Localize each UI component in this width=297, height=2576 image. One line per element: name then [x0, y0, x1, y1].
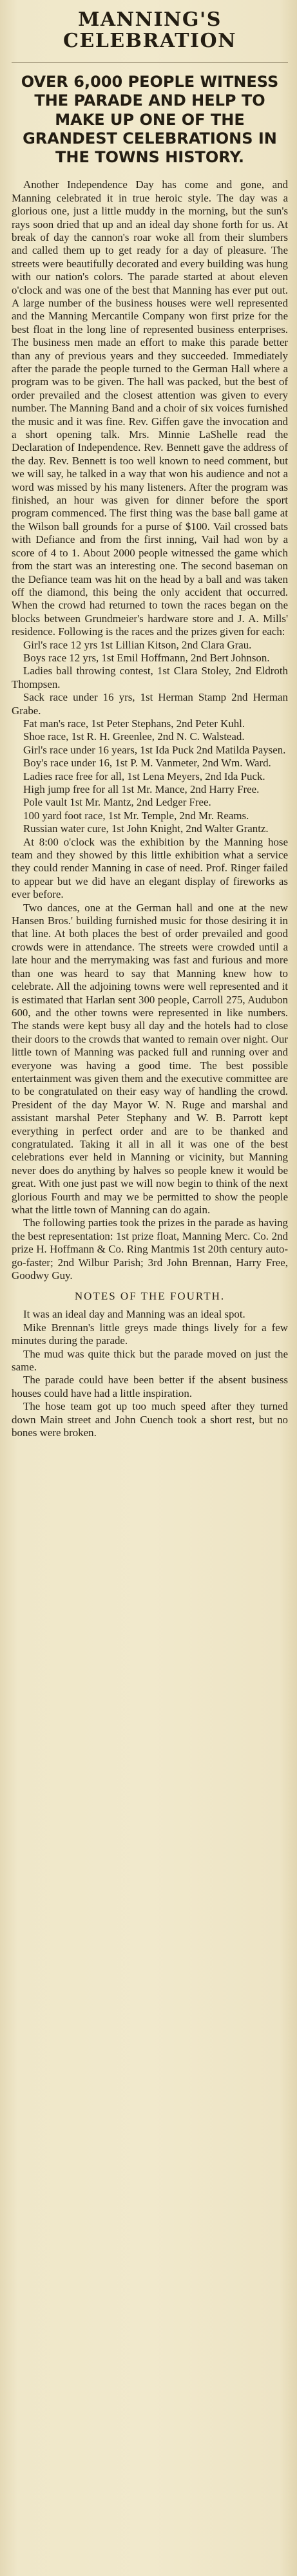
race-result: Girl's race 12 yrs 1st Lillian Kitson, 2nd Clara Grau. — [23, 638, 252, 651]
race-result: Girl's race under 16 years, 1st Ida Puck 2nd Matilda Paysen. — [23, 743, 286, 756]
race-result: High jump free for all 1st Mr. Mance, 2nd Harry Free. — [23, 783, 260, 796]
race-result: Pole vault 1st Mr. Mantz, 2nd Ledger Free. — [23, 796, 211, 809]
race-result: 100 yard foot race, 1st Mr. Temple, 2nd Mr. Reams. — [23, 809, 249, 822]
article-paragraph: The following parties took the prizes in the parade as having the best representation: 1st prize float, Manning Merc. Co. 2nd prize H. Hoffmann & Co. Ring Mantmis 1st 20th century auto-go-faster; 2nd Wilbur Parish; 3rd John Brennan, Harry Free, Goodwy Guy. — [12, 1217, 288, 1282]
race-result: Boys race 12 yrs, 1st Emil Hoffmann, 2nd Bert Johnson. — [23, 651, 270, 664]
race-result: Russian water cure, 1st John Knight, 2nd Walter Grantz. — [23, 822, 269, 835]
notes-title: NOTES OF THE FOURTH. — [74, 1290, 225, 1303]
note-item: Mike Brennan's little greys made things lively for a few minutes during the parade. — [12, 1321, 288, 1347]
race-result: Fat man's race, 1st Peter Stephans, 2nd Peter Kuhl. — [23, 717, 245, 730]
race-result: Ladies race free for all, 1st Lena Meyers, 2nd Ida Puck. — [23, 770, 265, 782]
article-body — [12, 178, 288, 1282]
deck-subheadline: OVER 6,000 PEOPLE WITNESS THE PARADE AND HELP TO MAKE UP ONE OF THE GRANDEST CELEBRATIONS IN THE TOWNS HISTORY. — [21, 73, 279, 167]
note-item: It was an ideal day and Manning was an ideal spot. — [23, 1308, 245, 1321]
headline: MANNING'S CELEBRATION — [62, 8, 237, 52]
note-item: The parade could have been better if the absent business houses could have had a little inspiration. — [12, 1374, 288, 1399]
race-result: Ladies ball throwing contest, 1st Clara Stoley, 2nd Eldroth Thompsen. — [12, 665, 288, 690]
race-result: Boy's race under 16, 1st P. M. Vanmeter, 2nd Wm. Ward. — [23, 757, 271, 770]
article-paragraph: Another Independence Day has come and gone, and Manning celebrated it in true heroic style. The day was a glorious one, just a little muddy in the morning, but the sun's rays soon dried that up and an ideal day shone forth for us. At break of day the cannon's roar woke all from their slumbers and called them up to get ready for a day of pleasure. The streets were beautifully decorated and every building was hung with our nation's colors. The parade started at about eleven o'clock and was one of the best that Manning has ever put out. A large number of the business houses were well represented and the Manning Mercantile Company won first prize for the best float in the long line of represented business enterprises. The business men made an effort to make this parade better than any of previous years and they succeeded. Immediately after the parade the people turned to the German Hall where a program was to be given. The hall was packed, but the best of order prevailed and the closest attention was given to every number. The Manning Band and a choir of six voices furnished the music and it was fine. Rev. Giffen gave the invocation and a short opening talk. Mrs. Minnie LaShelle read the Declaration of Independence. Rev. Bennett gave the address of the day. Rev. Bennett is too well known to need comment, but we will say, he talked in a way that won his audience and not a word was missed by his many listeners. After the program was finished, an hour was given for dinner before the sport program commenced. The first thing was the base ball game at the Wilson ball grounds for a purse of $100. Vail crossed bats with Defiance and from the first inning, Vail had won by a score of 4 to 1. About 2000 people witnessed the game which from the start was an interesting one. The second baseman on the Defiance team was hit on the head by a ball and was taken off the diamond, this being the only accident that occurred. When the crowd had returned to town the races began on the blocks between Grundmeier's hardware store and J. A. Mills' residence. Following is the races and the prizes given for each: — [12, 178, 288, 638]
article-paragraph: Two dances, one at the German hall and one at the new Hansen Bros.' building furnished music for those desiring it in that line. At both places the best of order prevailed and good crowds were in attendance. The streets were crowded until a late hour and the merrymaking was fast and furious and more than one was heard to say that Manning knew how to celebrate. All the adjoining towns were well represented and it is estimated that Harlan sent 300 people, Carroll 275, Audubon 600, and the other towns were represented in like numbers. The stands were kept busy all day and the hotels had to close their doors to the crowds that wanted to remain over night. Our little town of Manning was packed full and running over and everyone was having a good time. The best possible entertainment was given them and the executive committee are to be congratulated on their easy way of handling the crowd. President of the day Mayor W. N. Ruge and marshal and assistant marshal Peter Stephany and W. B. Parrott kept everything in perfect order and are to be thanked and congratulated. Taking it all in all it was one of the best celebrations ever held in Manning or vicinity, but Manning never does do anything by halves so people knew it would be great. With one just past we will now begin to think of the next glorious Fourth and may we be permitted to show the people what the little town of Manning can do again. — [12, 901, 288, 1217]
race-result: Sack race under 16 yrs, 1st Herman Stamp 2nd Herman Grabe. — [12, 691, 288, 717]
notes-section — [12, 1308, 288, 1439]
note-item: The mud was quite thick but the parade moved on just the same. — [12, 1347, 288, 1374]
race-result: Shoe race, 1st R. H. Greenlee, 2nd N. C. Walstead. — [23, 730, 245, 743]
article-paragraph: At 8:00 o'clock was the exhibition by the Manning hose team and they showed by this little exhibition what a service they could render Manning in case of need. Prof. Ringer failed to appear but we did have an elegant display of fireworks as ever before. — [12, 835, 288, 901]
note-item: The hose team got up too much speed after they turned down Main street and John Cuench took a short rest, but no bones were broken. — [12, 1400, 288, 1439]
